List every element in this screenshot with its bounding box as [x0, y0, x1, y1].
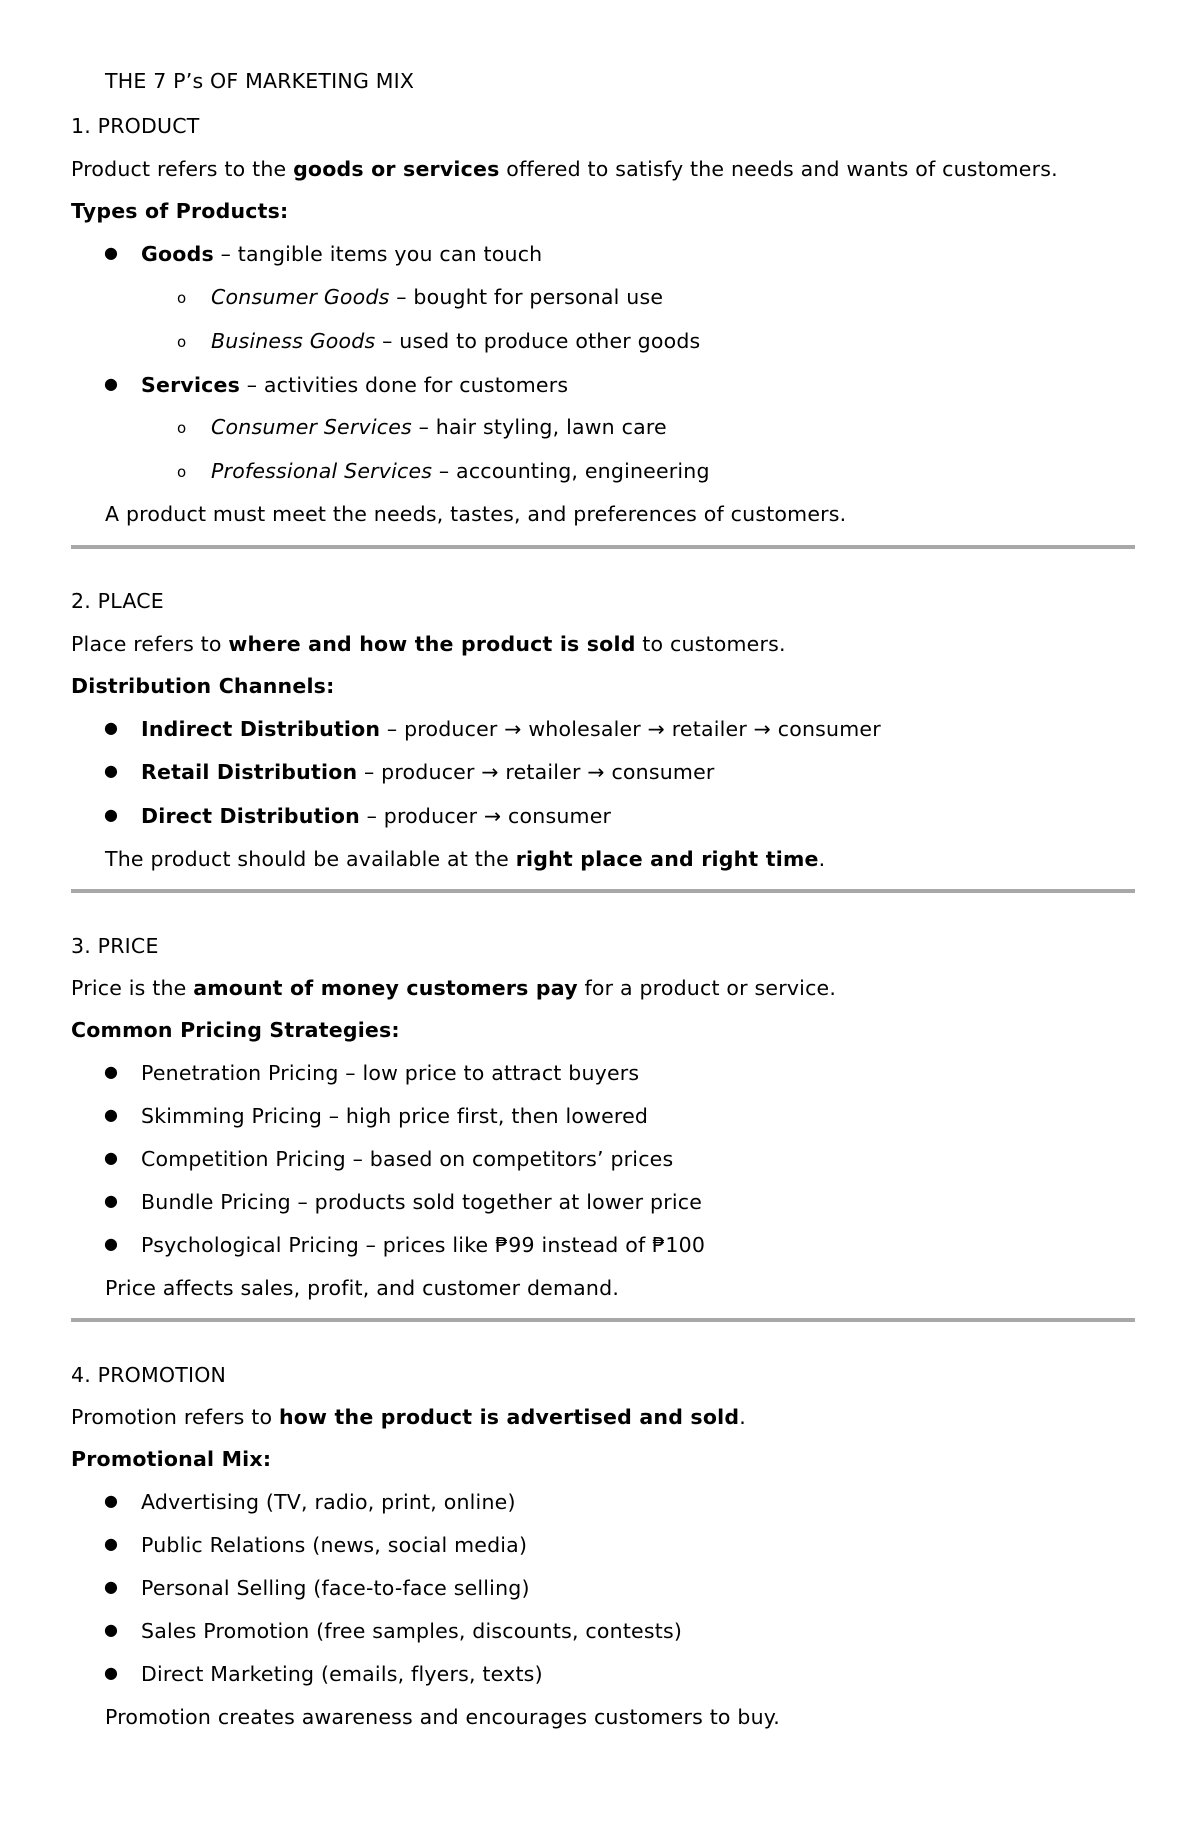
section-divider [71, 1318, 1135, 1322]
bullet-icon: ● [104, 805, 119, 824]
product-intro: Product refers to the goods or services offered to satisfy the needs and wants of customers. [71, 157, 1058, 181]
list-item-psychological-pricing: Psychological Pricing – prices like ₱99 instead of ₱100 [141, 1233, 706, 1257]
list-item-services: Services – activities done for customers [141, 373, 569, 397]
product-closing: A product must meet the needs, tastes, and preferences of customers. [105, 502, 847, 526]
list-item-direct-distribution: Direct Distribution – producer → consumer [141, 804, 612, 828]
bullet-icon: ● [104, 1148, 119, 1167]
list-item-retail-distribution: Retail Distribution – producer → retailer → consumer [141, 760, 715, 784]
list-item-business-goods: Business Goods – used to produce other goods [211, 329, 701, 353]
bullet-icon: ● [104, 1491, 119, 1510]
bullet-icon: ● [104, 718, 119, 737]
bullet-icon: ● [104, 1577, 119, 1596]
product-types-label: Types of Products: [71, 199, 289, 223]
bullet-icon: ● [104, 761, 119, 780]
list-item-sales-promotion: Sales Promotion (free samples, discounts, contests) [141, 1619, 683, 1643]
list-item-bundle-pricing: Bundle Pricing – products sold together at lower price [141, 1190, 703, 1214]
sub-bullet-icon: o [177, 289, 187, 307]
section-divider [71, 889, 1135, 893]
bullet-icon: ● [104, 1234, 119, 1253]
list-item-advertising: Advertising (TV, radio, print, online) [141, 1490, 516, 1514]
price-intro: Price is the amount of money customers pay for a product or service. [71, 976, 837, 1000]
list-item-indirect-distribution: Indirect Distribution – producer → wholesaler → retailer → consumer [141, 717, 881, 741]
section-heading-promotion: 4. PROMOTION [71, 1363, 227, 1387]
promotion-intro: Promotion refers to how the product is advertised and sold. [71, 1405, 746, 1429]
section-heading-place: 2. PLACE [71, 589, 164, 613]
place-closing: The product should be available at the right place and right time. [105, 847, 826, 871]
bullet-icon: ● [104, 1105, 119, 1124]
promotion-mix-label: Promotional Mix: [71, 1447, 272, 1471]
document-title: THE 7 P’s OF MARKETING MIX [105, 69, 415, 93]
list-item-penetration-pricing: Penetration Pricing – low price to attract buyers [141, 1061, 640, 1085]
section-divider [71, 545, 1135, 549]
section-heading-product: 1. PRODUCT [71, 114, 200, 138]
bullet-icon: ● [104, 1062, 119, 1081]
sub-bullet-icon: o [177, 419, 187, 437]
sub-bullet-icon: o [177, 333, 187, 351]
list-item-goods: Goods – tangible items you can touch [141, 242, 543, 266]
bullet-icon: ● [104, 243, 119, 262]
list-item-professional-services: Professional Services – accounting, engineering [211, 459, 710, 483]
list-item-consumer-services: Consumer Services – hair styling, lawn care [211, 415, 667, 439]
list-item-public-relations: Public Relations (news, social media) [141, 1533, 528, 1557]
list-item-consumer-goods: Consumer Goods – bought for personal use [211, 285, 664, 309]
bullet-icon: ● [104, 374, 119, 393]
bullet-icon: ● [104, 1534, 119, 1553]
bullet-icon: ● [104, 1620, 119, 1639]
section-heading-price: 3. PRICE [71, 934, 159, 958]
list-item-personal-selling: Personal Selling (face-to-face selling) [141, 1576, 530, 1600]
promotion-closing: Promotion creates awareness and encourages customers to buy. [105, 1705, 780, 1729]
list-item-direct-marketing: Direct Marketing (emails, flyers, texts) [141, 1662, 543, 1686]
bullet-icon: ● [104, 1663, 119, 1682]
price-closing: Price affects sales, profit, and customer demand. [105, 1276, 620, 1300]
place-intro: Place refers to where and how the product is sold to customers. [71, 632, 786, 656]
list-item-competition-pricing: Competition Pricing – based on competitors’ prices [141, 1147, 674, 1171]
list-item-skimming-pricing: Skimming Pricing – high price first, then lowered [141, 1104, 649, 1128]
sub-bullet-icon: o [177, 463, 187, 481]
price-strategies-label: Common Pricing Strategies: [71, 1018, 400, 1042]
place-channels-label: Distribution Channels: [71, 674, 335, 698]
bullet-icon: ● [104, 1191, 119, 1210]
